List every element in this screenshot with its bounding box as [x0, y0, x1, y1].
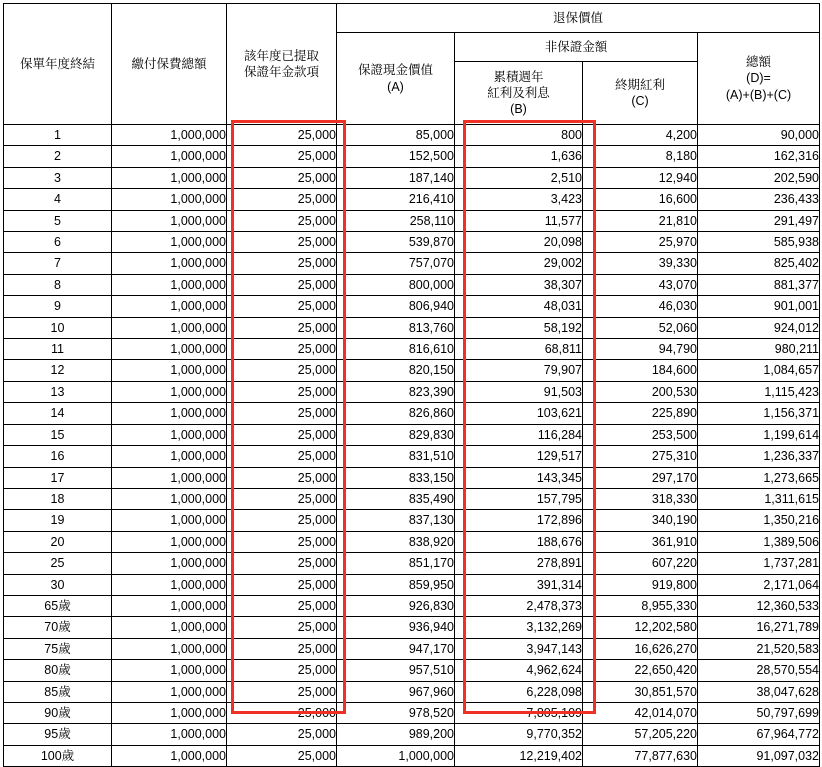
- cell-policy-year: 18: [4, 488, 112, 509]
- cell-total-amount: 1,737,281: [698, 553, 820, 574]
- cell-guaranteed-cash-value: 926,830: [337, 595, 455, 616]
- cell-policy-year: 10: [4, 317, 112, 338]
- cell-guaranteed-cash-value: 187,140: [337, 167, 455, 188]
- cell-accumulated-dividend: 391,314: [455, 574, 583, 595]
- cell-total-premium: 1,000,000: [112, 510, 227, 531]
- cell-policy-year: 13: [4, 381, 112, 402]
- cell-accumulated-dividend: 68,811: [455, 339, 583, 360]
- cell-policy-year: 12: [4, 360, 112, 381]
- cell-policy-year: 8: [4, 274, 112, 295]
- cell-accumulated-dividend: 29,002: [455, 253, 583, 274]
- dividend-header-line2: 紅利及利息: [487, 85, 550, 100]
- cell-accumulated-dividend: 3,423: [455, 189, 583, 210]
- cell-accumulated-dividend: 172,896: [455, 510, 583, 531]
- cell-annuity-withdrawn: 25,000: [227, 339, 337, 360]
- cell-total-premium: 1,000,000: [112, 167, 227, 188]
- cell-terminal-dividend: 200,530: [583, 381, 698, 402]
- cell-policy-year: 75歲: [4, 638, 112, 659]
- cell-terminal-dividend: 184,600: [583, 360, 698, 381]
- cell-terminal-dividend: 52,060: [583, 317, 698, 338]
- annuity-header-line2: 保證年金款項: [243, 65, 319, 79]
- cell-total-amount: 881,377: [698, 274, 820, 295]
- cell-accumulated-dividend: 157,795: [455, 488, 583, 509]
- cell-terminal-dividend: 77,877,630: [583, 745, 698, 766]
- cell-total-amount: 1,273,665: [698, 467, 820, 488]
- table-row: [4, 638, 820, 659]
- cell-terminal-dividend: 16,626,270: [583, 638, 698, 659]
- table-row: [4, 702, 820, 723]
- cell-annuity-withdrawn: 25,000: [227, 125, 337, 146]
- cell-guaranteed-cash-value: 258,110: [337, 210, 455, 231]
- cell-terminal-dividend: 361,910: [583, 531, 698, 552]
- table-row: [4, 253, 820, 274]
- cash-header-line2: (A): [387, 79, 404, 94]
- cell-total-premium: 1,000,000: [112, 424, 227, 445]
- table-row: [4, 189, 820, 210]
- cell-guaranteed-cash-value: 967,960: [337, 681, 455, 702]
- cell-guaranteed-cash-value: 216,410: [337, 189, 455, 210]
- cell-total-amount: 12,360,533: [698, 595, 820, 616]
- table-row: [4, 510, 820, 531]
- cell-accumulated-dividend: 7,805,109: [455, 702, 583, 723]
- cell-accumulated-dividend: 116,284: [455, 424, 583, 445]
- benefit-illustration-sheet: [0, 3, 822, 763]
- cell-guaranteed-cash-value: 757,070: [337, 253, 455, 274]
- cell-guaranteed-cash-value: 835,490: [337, 488, 455, 509]
- cell-total-amount: 28,570,554: [698, 660, 820, 681]
- cell-guaranteed-cash-value: 989,200: [337, 724, 455, 745]
- cell-total-amount: 585,938: [698, 232, 820, 253]
- table-row: [4, 488, 820, 509]
- cell-total-amount: 1,084,657: [698, 360, 820, 381]
- cell-annuity-withdrawn: 25,000: [227, 595, 337, 616]
- cell-guaranteed-cash-value: 957,510: [337, 660, 455, 681]
- cell-accumulated-dividend: 9,770,352: [455, 724, 583, 745]
- column-header-total-premium: 繳付保費總額: [112, 4, 227, 125]
- cell-terminal-dividend: 46,030: [583, 296, 698, 317]
- cell-policy-year: 19: [4, 510, 112, 531]
- table-row: [4, 403, 820, 424]
- cell-annuity-withdrawn: 25,000: [227, 617, 337, 638]
- cell-guaranteed-cash-value: 816,610: [337, 339, 455, 360]
- cell-terminal-dividend: 4,200: [583, 125, 698, 146]
- column-header-policy-year: 保單年度終結: [4, 4, 112, 125]
- cell-terminal-dividend: 12,940: [583, 167, 698, 188]
- cell-accumulated-dividend: 58,192: [455, 317, 583, 338]
- cell-policy-year: 5: [4, 210, 112, 231]
- cell-total-premium: 1,000,000: [112, 574, 227, 595]
- cell-accumulated-dividend: 38,307: [455, 274, 583, 295]
- cell-total-amount: 38,047,628: [698, 681, 820, 702]
- cell-guaranteed-cash-value: 820,150: [337, 360, 455, 381]
- cell-terminal-dividend: 318,330: [583, 488, 698, 509]
- cell-total-amount: 2,171,064: [698, 574, 820, 595]
- cell-annuity-withdrawn: 25,000: [227, 253, 337, 274]
- cell-annuity-withdrawn: 25,000: [227, 531, 337, 552]
- cell-total-premium: 1,000,000: [112, 724, 227, 745]
- cell-terminal-dividend: 25,970: [583, 232, 698, 253]
- cell-guaranteed-cash-value: 1,000,000: [337, 745, 455, 766]
- cell-total-premium: 1,000,000: [112, 296, 227, 317]
- cell-total-amount: 980,211: [698, 339, 820, 360]
- cell-total-premium: 1,000,000: [112, 595, 227, 616]
- cell-total-premium: 1,000,000: [112, 660, 227, 681]
- cell-annuity-withdrawn: 25,000: [227, 232, 337, 253]
- cell-terminal-dividend: 225,890: [583, 403, 698, 424]
- cell-guaranteed-cash-value: 978,520: [337, 702, 455, 723]
- table-row: [4, 125, 820, 146]
- cell-annuity-withdrawn: 25,000: [227, 467, 337, 488]
- cell-annuity-withdrawn: 25,000: [227, 681, 337, 702]
- cell-annuity-withdrawn: 25,000: [227, 446, 337, 467]
- cell-policy-year: 80歲: [4, 660, 112, 681]
- cell-total-amount: 1,236,337: [698, 446, 820, 467]
- cell-terminal-dividend: 22,650,420: [583, 660, 698, 681]
- cell-accumulated-dividend: 278,891: [455, 553, 583, 574]
- cell-accumulated-dividend: 129,517: [455, 446, 583, 467]
- cell-guaranteed-cash-value: 859,950: [337, 574, 455, 595]
- cell-total-amount: 236,433: [698, 189, 820, 210]
- cell-policy-year: 3: [4, 167, 112, 188]
- cell-policy-year: 1: [4, 125, 112, 146]
- column-header-annuity-withdrawn: [227, 4, 337, 125]
- cell-accumulated-dividend: 3,132,269: [455, 617, 583, 638]
- dividend-header-line1: 累積週年: [493, 69, 544, 84]
- cell-guaranteed-cash-value: 851,170: [337, 553, 455, 574]
- total-header-line2: (D)=: [746, 71, 771, 86]
- cell-accumulated-dividend: 103,621: [455, 403, 583, 424]
- cell-total-amount: 16,271,789: [698, 617, 820, 638]
- cell-total-amount: 825,402: [698, 253, 820, 274]
- table-row: [4, 317, 820, 338]
- table-row: [4, 424, 820, 445]
- column-header-accumulated-dividend: [455, 62, 583, 125]
- table-row: [4, 553, 820, 574]
- cell-guaranteed-cash-value: 539,870: [337, 232, 455, 253]
- dividend-header-line3: (B): [510, 102, 527, 117]
- cell-terminal-dividend: 12,202,580: [583, 617, 698, 638]
- cell-annuity-withdrawn: 25,000: [227, 745, 337, 766]
- cell-terminal-dividend: 253,500: [583, 424, 698, 445]
- cell-policy-year: 14: [4, 403, 112, 424]
- cell-total-premium: 1,000,000: [112, 232, 227, 253]
- cell-total-premium: 1,000,000: [112, 745, 227, 766]
- cell-terminal-dividend: 275,310: [583, 446, 698, 467]
- cell-guaranteed-cash-value: 833,150: [337, 467, 455, 488]
- table-row: [4, 274, 820, 295]
- cell-terminal-dividend: 94,790: [583, 339, 698, 360]
- cell-accumulated-dividend: 188,676: [455, 531, 583, 552]
- cell-policy-year: 100歲: [4, 745, 112, 766]
- cell-accumulated-dividend: 20,098: [455, 232, 583, 253]
- cell-total-premium: 1,000,000: [112, 146, 227, 167]
- cell-total-amount: 1,350,216: [698, 510, 820, 531]
- cell-guaranteed-cash-value: 947,170: [337, 638, 455, 659]
- column-header-total-amount: [698, 33, 820, 125]
- cell-total-amount: 21,520,583: [698, 638, 820, 659]
- cell-total-premium: 1,000,000: [112, 638, 227, 659]
- cell-terminal-dividend: 16,600: [583, 189, 698, 210]
- table-body: [4, 125, 820, 767]
- cell-total-amount: 924,012: [698, 317, 820, 338]
- table-row: [4, 339, 820, 360]
- cell-terminal-dividend: 39,330: [583, 253, 698, 274]
- cell-total-premium: 1,000,000: [112, 253, 227, 274]
- cell-policy-year: 15: [4, 424, 112, 445]
- cell-annuity-withdrawn: 25,000: [227, 702, 337, 723]
- cell-accumulated-dividend: 48,031: [455, 296, 583, 317]
- cell-annuity-withdrawn: 25,000: [227, 724, 337, 745]
- cell-policy-year: 17: [4, 467, 112, 488]
- cell-policy-year: 4: [4, 189, 112, 210]
- cell-accumulated-dividend: 800: [455, 125, 583, 146]
- cell-terminal-dividend: 30,851,570: [583, 681, 698, 702]
- cell-accumulated-dividend: 3,947,143: [455, 638, 583, 659]
- cell-policy-year: 2: [4, 146, 112, 167]
- table-row: [4, 467, 820, 488]
- cell-terminal-dividend: 919,800: [583, 574, 698, 595]
- cell-annuity-withdrawn: 25,000: [227, 553, 337, 574]
- cell-guaranteed-cash-value: 829,830: [337, 424, 455, 445]
- cell-total-premium: 1,000,000: [112, 531, 227, 552]
- cell-total-premium: 1,000,000: [112, 681, 227, 702]
- cell-guaranteed-cash-value: 806,940: [337, 296, 455, 317]
- cell-guaranteed-cash-value: 838,920: [337, 531, 455, 552]
- cell-policy-year: 20: [4, 531, 112, 552]
- table-header: [4, 4, 820, 125]
- cell-total-amount: 1,199,614: [698, 424, 820, 445]
- table-row: [4, 595, 820, 616]
- cell-terminal-dividend: 8,180: [583, 146, 698, 167]
- cell-guaranteed-cash-value: 826,860: [337, 403, 455, 424]
- cell-annuity-withdrawn: 25,000: [227, 660, 337, 681]
- cell-terminal-dividend: 297,170: [583, 467, 698, 488]
- cell-total-amount: 90,000: [698, 125, 820, 146]
- cell-guaranteed-cash-value: 831,510: [337, 446, 455, 467]
- cell-total-amount: 91,097,032: [698, 745, 820, 766]
- cell-terminal-dividend: 42,014,070: [583, 702, 698, 723]
- cell-annuity-withdrawn: 25,000: [227, 360, 337, 381]
- cell-policy-year: 30: [4, 574, 112, 595]
- cell-annuity-withdrawn: 25,000: [227, 488, 337, 509]
- table-row: [4, 531, 820, 552]
- cell-accumulated-dividend: 2,510: [455, 167, 583, 188]
- cell-guaranteed-cash-value: 800,000: [337, 274, 455, 295]
- table-row: [4, 617, 820, 638]
- cell-policy-year: 16: [4, 446, 112, 467]
- cell-accumulated-dividend: 11,577: [455, 210, 583, 231]
- cell-policy-year: 90歲: [4, 702, 112, 723]
- cell-guaranteed-cash-value: 813,760: [337, 317, 455, 338]
- cell-total-amount: 50,797,699: [698, 702, 820, 723]
- cell-total-premium: 1,000,000: [112, 317, 227, 338]
- table-row: [4, 232, 820, 253]
- cell-terminal-dividend: 8,955,330: [583, 595, 698, 616]
- cell-guaranteed-cash-value: 823,390: [337, 381, 455, 402]
- cell-annuity-withdrawn: 25,000: [227, 317, 337, 338]
- cell-total-amount: 901,001: [698, 296, 820, 317]
- cell-accumulated-dividend: 79,907: [455, 360, 583, 381]
- cell-annuity-withdrawn: 25,000: [227, 274, 337, 295]
- cell-total-amount: 67,964,772: [698, 724, 820, 745]
- cell-policy-year: 7: [4, 253, 112, 274]
- cell-terminal-dividend: 340,190: [583, 510, 698, 531]
- cell-policy-year: 11: [4, 339, 112, 360]
- table-row: [4, 745, 820, 766]
- policy-values-table: [3, 3, 820, 767]
- cell-total-premium: 1,000,000: [112, 189, 227, 210]
- group-header-surrender-value: 退保價值: [337, 4, 820, 33]
- cell-total-premium: 1,000,000: [112, 339, 227, 360]
- annuity-header-line1: 該年度已提取: [243, 48, 319, 63]
- cell-annuity-withdrawn: 25,000: [227, 381, 337, 402]
- table-row: [4, 574, 820, 595]
- cell-total-premium: 1,000,000: [112, 210, 227, 231]
- terminal-header-line1: 終期紅利: [614, 77, 665, 92]
- table-row: [4, 381, 820, 402]
- cell-total-premium: 1,000,000: [112, 274, 227, 295]
- table-row: [4, 681, 820, 702]
- cell-total-premium: 1,000,000: [112, 381, 227, 402]
- cell-total-premium: 1,000,000: [112, 553, 227, 574]
- cell-total-amount: 202,590: [698, 167, 820, 188]
- cell-accumulated-dividend: 91,503: [455, 381, 583, 402]
- cell-total-amount: 1,115,423: [698, 381, 820, 402]
- cell-total-amount: 1,389,506: [698, 531, 820, 552]
- cell-guaranteed-cash-value: 85,000: [337, 125, 455, 146]
- cell-total-premium: 1,000,000: [112, 360, 227, 381]
- cell-total-premium: 1,000,000: [112, 446, 227, 467]
- cell-annuity-withdrawn: 25,000: [227, 574, 337, 595]
- cell-annuity-withdrawn: 25,000: [227, 189, 337, 210]
- total-header-line1: 總額: [746, 55, 772, 70]
- cell-policy-year: 95歲: [4, 724, 112, 745]
- cell-policy-year: 25: [4, 553, 112, 574]
- cell-policy-year: 65歲: [4, 595, 112, 616]
- group-header-non-guaranteed: 非保證金額: [455, 33, 698, 62]
- table-row: [4, 724, 820, 745]
- cell-annuity-withdrawn: 25,000: [227, 210, 337, 231]
- cell-total-premium: 1,000,000: [112, 125, 227, 146]
- cell-annuity-withdrawn: 25,000: [227, 403, 337, 424]
- cell-annuity-withdrawn: 25,000: [227, 167, 337, 188]
- cell-guaranteed-cash-value: 936,940: [337, 617, 455, 638]
- table-row: [4, 660, 820, 681]
- cell-total-premium: 1,000,000: [112, 403, 227, 424]
- cell-total-premium: 1,000,000: [112, 467, 227, 488]
- cell-accumulated-dividend: 2,478,373: [455, 595, 583, 616]
- column-header-guaranteed-cash-value: [337, 33, 455, 125]
- cell-total-amount: 291,497: [698, 210, 820, 231]
- cell-total-premium: 1,000,000: [112, 702, 227, 723]
- cell-terminal-dividend: 21,810: [583, 210, 698, 231]
- cell-accumulated-dividend: 143,345: [455, 467, 583, 488]
- cell-accumulated-dividend: 4,962,624: [455, 660, 583, 681]
- table-row: [4, 167, 820, 188]
- cell-accumulated-dividend: 6,228,098: [455, 681, 583, 702]
- cell-total-amount: 1,156,371: [698, 403, 820, 424]
- cell-terminal-dividend: 607,220: [583, 553, 698, 574]
- cell-annuity-withdrawn: 25,000: [227, 424, 337, 445]
- cell-policy-year: 6: [4, 232, 112, 253]
- cell-annuity-withdrawn: 25,000: [227, 638, 337, 659]
- cell-terminal-dividend: 43,070: [583, 274, 698, 295]
- cell-accumulated-dividend: 1,636: [455, 146, 583, 167]
- terminal-header-line2: (C): [631, 94, 649, 108]
- cell-accumulated-dividend: 12,219,402: [455, 745, 583, 766]
- cell-policy-year: 70歲: [4, 617, 112, 638]
- table-row: [4, 296, 820, 317]
- cell-annuity-withdrawn: 25,000: [227, 296, 337, 317]
- table-row: [4, 146, 820, 167]
- cell-terminal-dividend: 57,205,220: [583, 724, 698, 745]
- table-row: [4, 360, 820, 381]
- table-row: [4, 210, 820, 231]
- cell-total-amount: 162,316: [698, 146, 820, 167]
- cell-guaranteed-cash-value: 152,500: [337, 146, 455, 167]
- cell-guaranteed-cash-value: 837,130: [337, 510, 455, 531]
- cell-policy-year: 85歲: [4, 681, 112, 702]
- cell-total-premium: 1,000,000: [112, 617, 227, 638]
- cell-annuity-withdrawn: 25,000: [227, 510, 337, 531]
- table-row: [4, 446, 820, 467]
- cell-total-premium: 1,000,000: [112, 488, 227, 509]
- cell-total-amount: 1,311,615: [698, 488, 820, 509]
- column-header-terminal-dividend: [583, 62, 698, 125]
- cell-policy-year: 9: [4, 296, 112, 317]
- cash-header-line1: 保證現金價值: [357, 63, 433, 78]
- total-header-line3: (A)+(B)+(C): [725, 87, 792, 102]
- cell-annuity-withdrawn: 25,000: [227, 146, 337, 167]
